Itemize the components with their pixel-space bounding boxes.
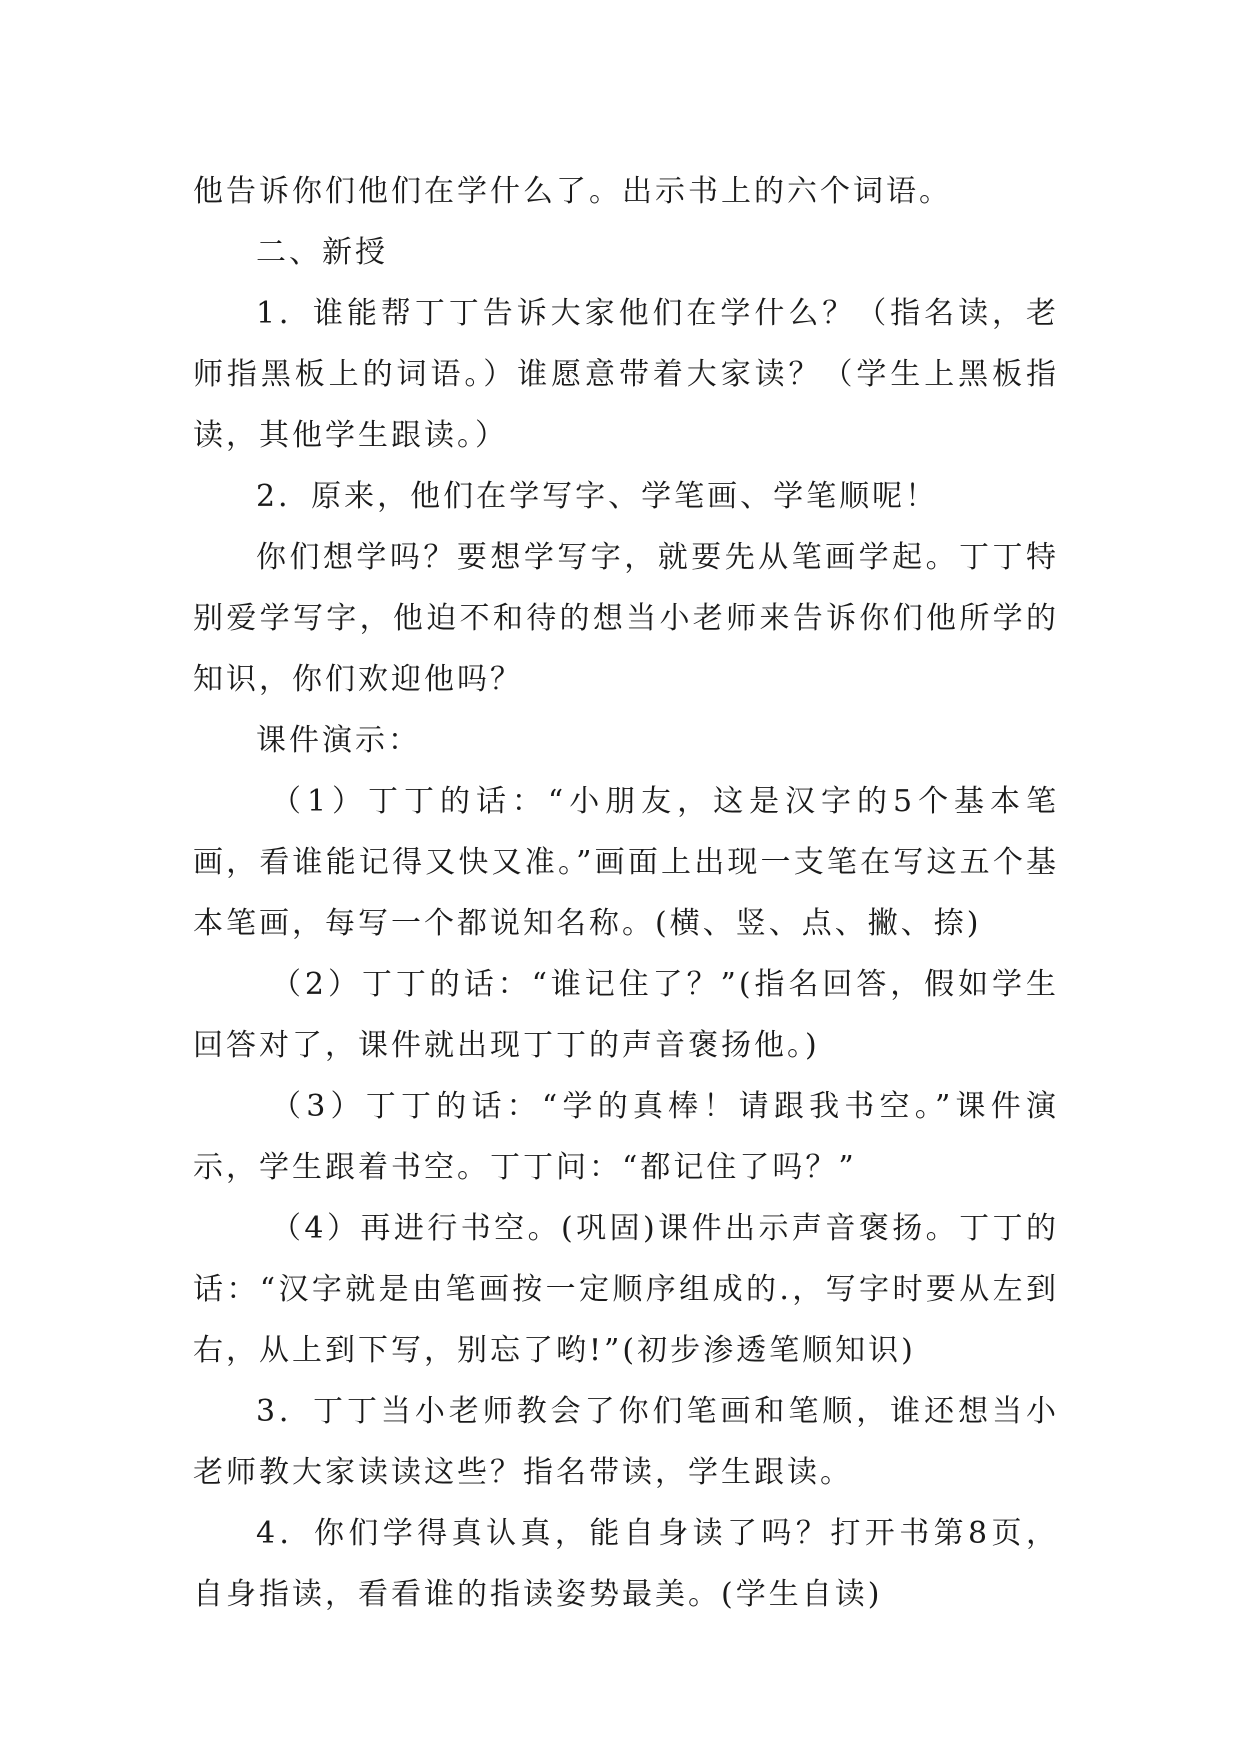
document-body <box>193 161 1059 1625</box>
section-heading-new-lesson: 二、新授 <box>256 235 388 270</box>
paragraph-demo-item-2: （2）丁丁的话：“谁记住了？”(指名回答，假如学生回答对了，课件就出现丁丁的声音褒扬他。) <box>193 967 1059 1063</box>
paragraph-introduction: 你们想学吗？要想学写字，就要先从笔画学起。丁丁特别爱学写字，他迫不和待的想当小老师来告诉你们他所学的知识，你们欢迎他吗？ <box>193 540 1059 697</box>
paragraph-demo-item-1: （1）丁丁的话：“小朋友，这是汉字的5个基本笔画，看谁能记得又快又准。”画面上出现一支笔在写这五个基本笔画，每写一个都说知名称。(横、竖、点、撇、捺) <box>193 784 1059 941</box>
paragraph-demo-item-4: （4）再进行书空。(巩固)课件出示声音褒扬。丁丁的话：“汉字就是由笔画按一定顺序组成的.，写字时要从左到右，从上到下写，别忘了哟!”(初步渗透笔顺知识) <box>193 1211 1059 1368</box>
paragraph-step-3: 3．丁丁当小老师教会了你们笔画和笔顺，谁还想当小老师教大家读读这些？指名带读，学生跟读。 <box>193 1394 1059 1490</box>
paragraph-step-1: 1．谁能帮丁丁告诉大家他们在学什么？（指名读，老师指黑板上的词语。）谁愿意带着大家读？（学生上黑板指读，其他学生跟读。） <box>193 296 1059 453</box>
paragraph-continuation: 他告诉你们他们在学什么了。出示书上的六个词语。 <box>193 174 952 209</box>
paragraph-step-2: 2．原来，他们在学写字、学笔画、学笔顺呢！ <box>256 479 939 514</box>
paragraph-courseware-demo: 课件演示： <box>256 723 421 758</box>
paragraph-step-4: 4．你们学得真认真，能自身读了吗？打开书第8页，自身指读，看看谁的指读姿势最美。(学生自读) <box>193 1516 1059 1612</box>
paragraph-demo-item-3: （3）丁丁的话：“学的真棒！请跟我书空。”课件演示，学生跟着书空。丁丁问：“都记住了吗？” <box>193 1089 1059 1185</box>
